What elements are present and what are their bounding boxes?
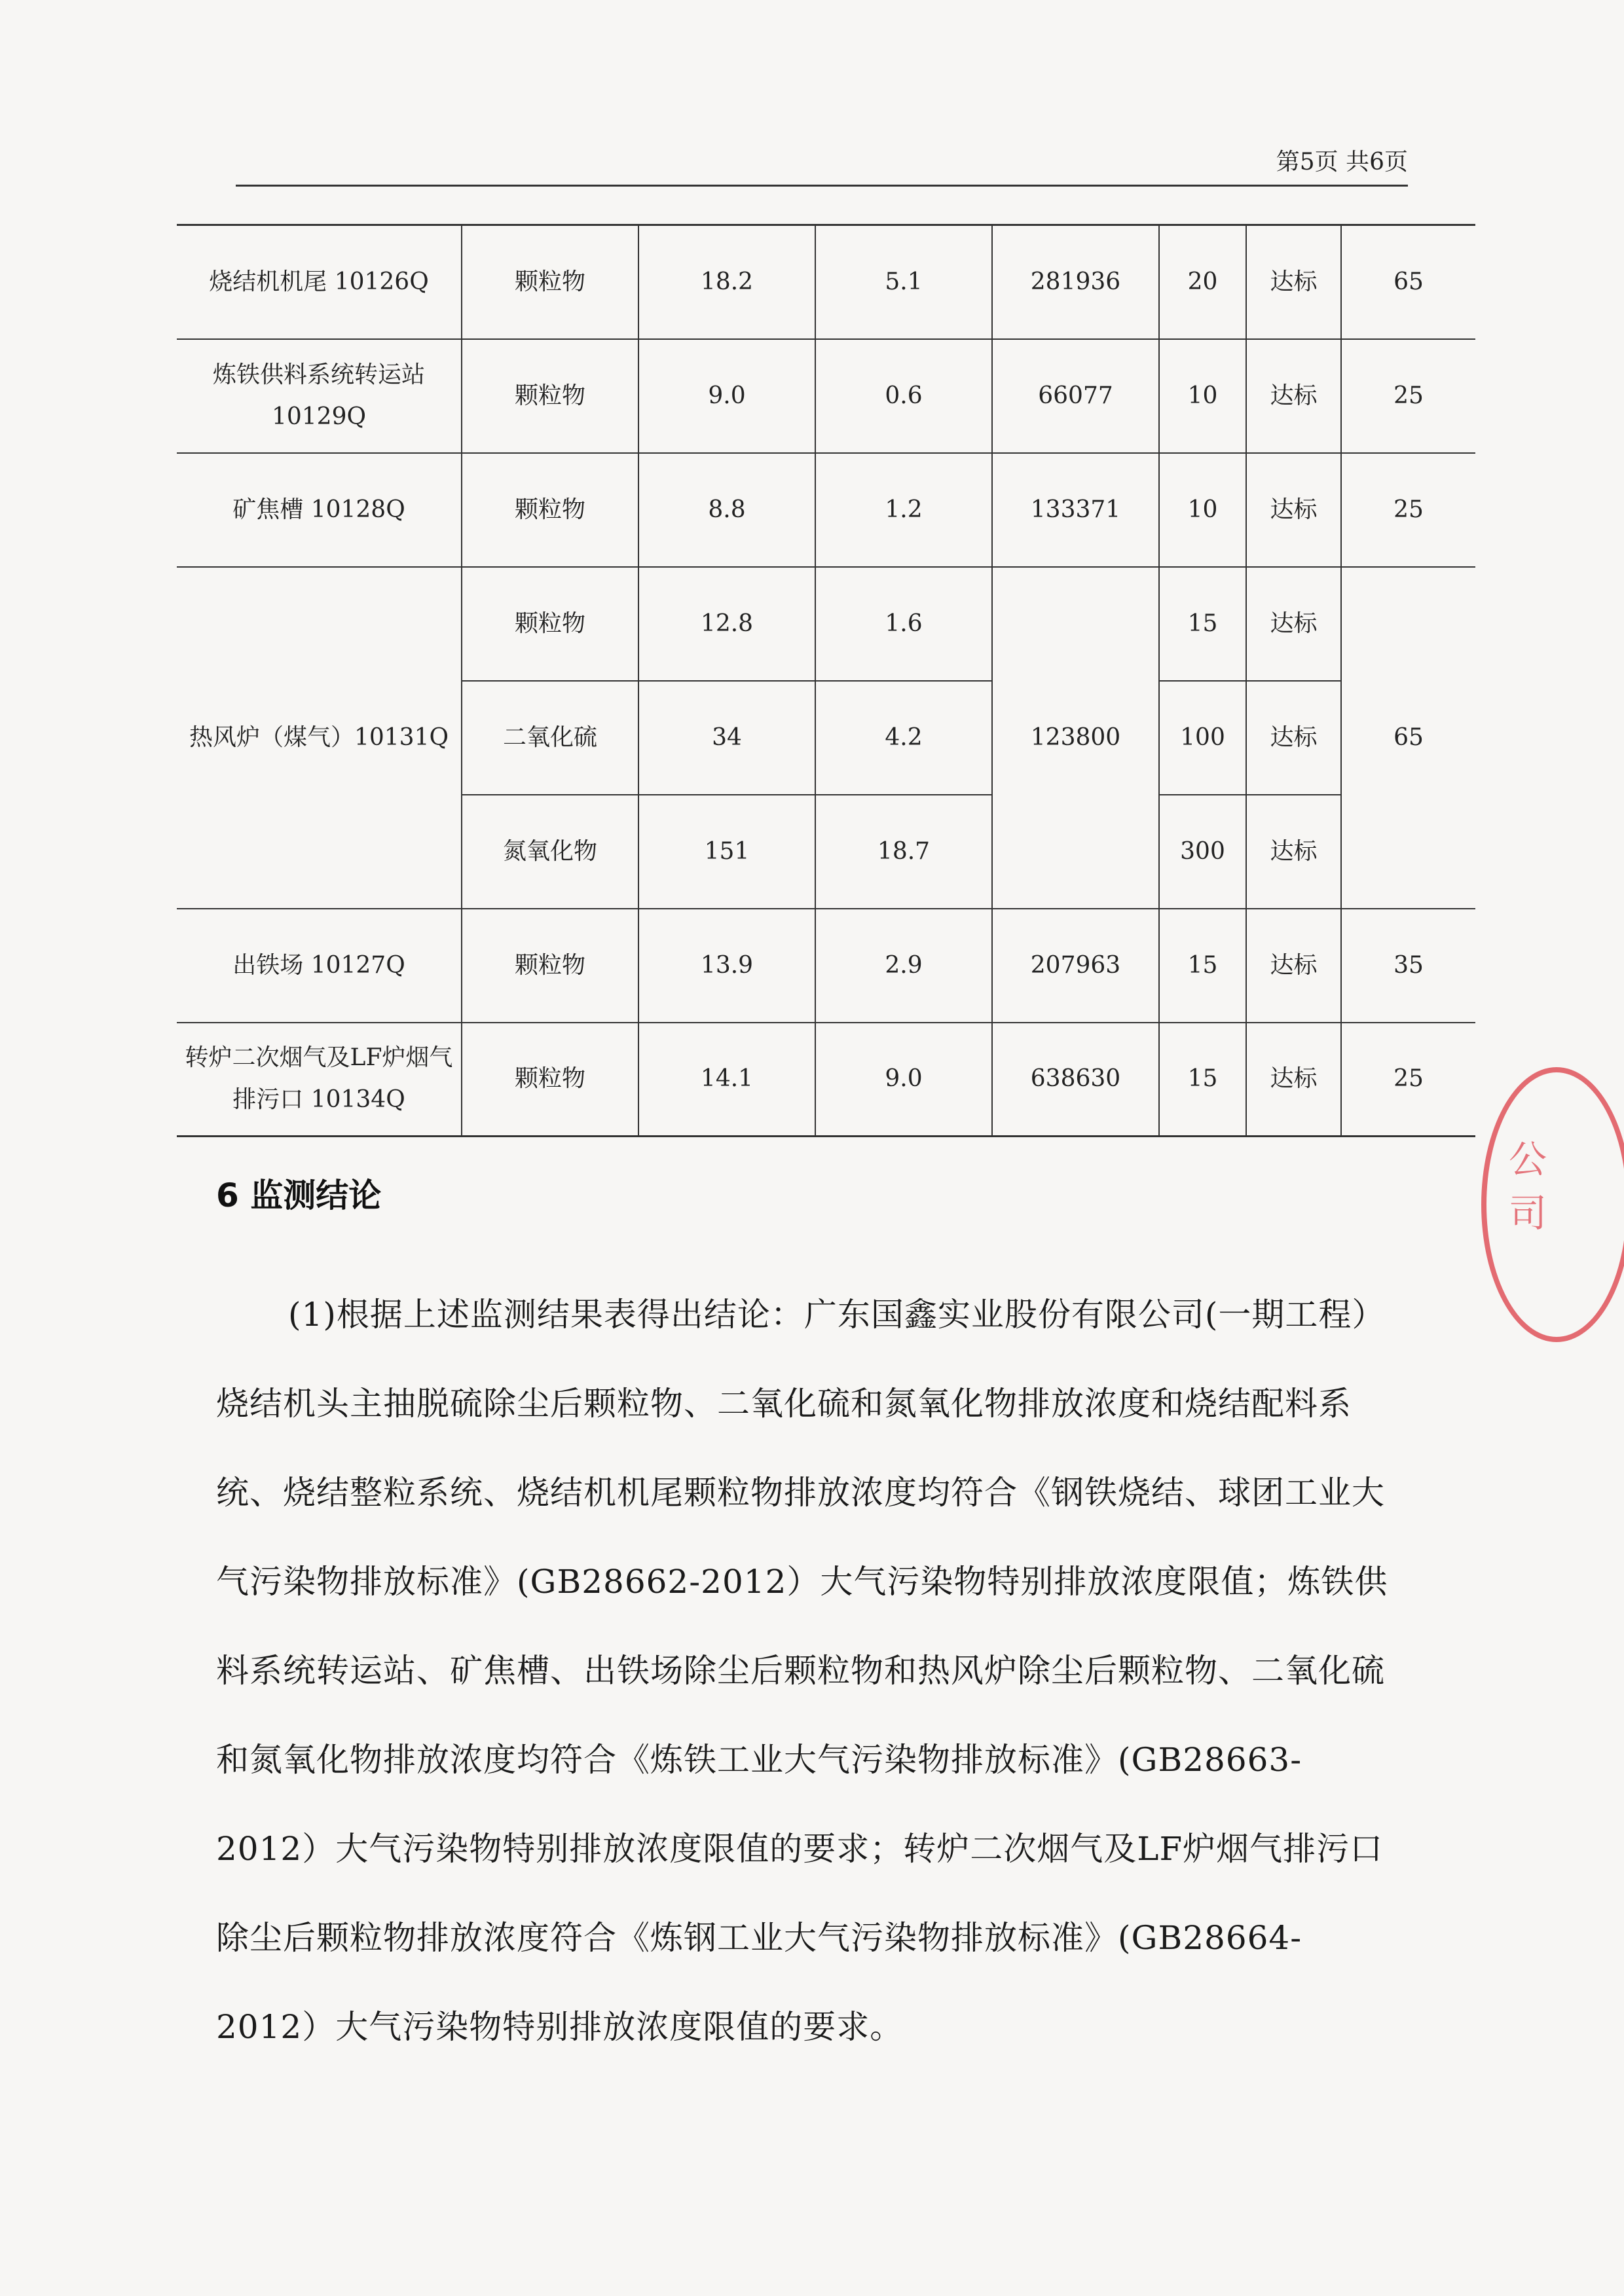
- stack-height-cell: 25: [1341, 1023, 1475, 1137]
- result-cell: 达标: [1246, 1023, 1341, 1137]
- monitoring-point: 炼铁供料系统转运站 10129Q: [177, 339, 462, 453]
- table-row: [177, 567, 1475, 681]
- converted-cell: 2.9: [815, 909, 992, 1023]
- table-row: [177, 909, 1475, 1023]
- pollutant-cell: 颗粒物: [462, 225, 638, 339]
- page-header: [236, 137, 1408, 187]
- converted-cell: 1.2: [815, 453, 992, 567]
- flow-cell: 66077: [992, 339, 1159, 453]
- converted-cell: 9.0: [815, 1023, 992, 1137]
- result-cell: 达标: [1246, 567, 1341, 681]
- result-cell: 达标: [1246, 681, 1341, 795]
- pollutant-cell: 颗粒物: [462, 1023, 638, 1137]
- monitoring-point: 矿焦槽 10128Q: [177, 453, 462, 567]
- pollutant-cell: 颗粒物: [462, 453, 638, 567]
- monitoring-point: 转炉二次烟气及LF炉烟气排污口 10134Q: [177, 1023, 462, 1137]
- stack-height-cell: 35: [1341, 909, 1475, 1023]
- pollutant-cell: 颗粒物: [462, 339, 638, 453]
- section-title: 6 监测结论: [216, 1176, 382, 1214]
- pollutant-cell: 颗粒物: [462, 567, 638, 681]
- pollutant-cell: 颗粒物: [462, 909, 638, 1023]
- result-cell: 达标: [1246, 225, 1341, 339]
- concentration-cell: 151: [638, 795, 815, 909]
- stack-height-cell: 65: [1341, 567, 1475, 909]
- flow-cell: 638630: [992, 1023, 1159, 1137]
- converted-cell: 4.2: [815, 681, 992, 795]
- conclusion-paragraph: (1)根据上述监测结果表得出结论：广东国鑫实业股份有限公司(一期工程）烧结机头主抽脱硫除尘后颗粒物、二氧化硫和氮氧化物排放浓度和烧结配料系统、烧结整粒系统、烧结机机尾颗粒物排放浓度均符合《钢铁烧结、球团工业大气污染物排放标准》(GB28662-2012）大气污染物特别排放浓度限值；炼铁供料系统转运站、矿焦槽、出铁场除尘后颗粒物和热风炉除尘后颗粒物、二氧化硫和氮氧化物排放浓度均符合《炼铁工业大气污染物排放标准》(GB28663-2012）大气污染物特别排放浓度限值的要求；转炉二次烟气及LF炉烟气排污口除尘后颗粒物排放浓度符合《炼钢工业大气污染物排放标准》(GB28664-2012）大气污染物特别排放浓度限值的要求。: [216, 1296, 1388, 2046]
- stack-height-cell: 25: [1341, 453, 1475, 567]
- table-row: [177, 453, 1475, 567]
- limit-cell: 10: [1159, 453, 1246, 567]
- table-row: [177, 1023, 1475, 1137]
- limit-cell: 20: [1159, 225, 1246, 339]
- concentration-cell: 9.0: [638, 339, 815, 453]
- converted-cell: 0.6: [815, 339, 992, 453]
- limit-cell: 15: [1159, 1023, 1246, 1137]
- stack-height-cell: 65: [1341, 225, 1475, 339]
- limit-cell: 15: [1159, 909, 1246, 1023]
- limit-cell: 100: [1159, 681, 1246, 795]
- page-number: 第5页 共6页: [1276, 149, 1408, 175]
- concentration-cell: 12.8: [638, 567, 815, 681]
- flow-cell: 123800: [992, 567, 1159, 909]
- monitoring-point: 热风炉（煤气）10131Q: [177, 567, 462, 909]
- limit-cell: 10: [1159, 339, 1246, 453]
- monitoring-results-table: [177, 224, 1475, 1137]
- flow-cell: 133371: [992, 453, 1159, 567]
- monitoring-point: 烧结机机尾 10126Q: [177, 225, 462, 339]
- concentration-cell: 14.1: [638, 1023, 815, 1137]
- stack-height-cell: 25: [1341, 339, 1475, 453]
- pollutant-cell: 氮氧化物: [462, 795, 638, 909]
- result-cell: 达标: [1246, 339, 1341, 453]
- flow-cell: 281936: [992, 225, 1159, 339]
- table-row: [177, 339, 1475, 453]
- result-cell: 达标: [1246, 453, 1341, 567]
- limit-cell: 300: [1159, 795, 1246, 909]
- converted-cell: 1.6: [815, 567, 992, 681]
- concentration-cell: 8.8: [638, 453, 815, 567]
- pollutant-cell: 二氧化硫: [462, 681, 638, 795]
- monitoring-point: 出铁场 10127Q: [177, 909, 462, 1023]
- result-cell: 达标: [1246, 795, 1341, 909]
- limit-cell: 15: [1159, 567, 1246, 681]
- converted-cell: 5.1: [815, 225, 992, 339]
- converted-cell: 18.7: [815, 795, 992, 909]
- flow-cell: 207963: [992, 909, 1159, 1023]
- result-cell: 达标: [1246, 909, 1341, 1023]
- concentration-cell: 18.2: [638, 225, 815, 339]
- company-seal-text: 公司: [1502, 1139, 1547, 1247]
- concentration-cell: 34: [638, 681, 815, 795]
- concentration-cell: 13.9: [638, 909, 815, 1023]
- table-row: [177, 225, 1475, 339]
